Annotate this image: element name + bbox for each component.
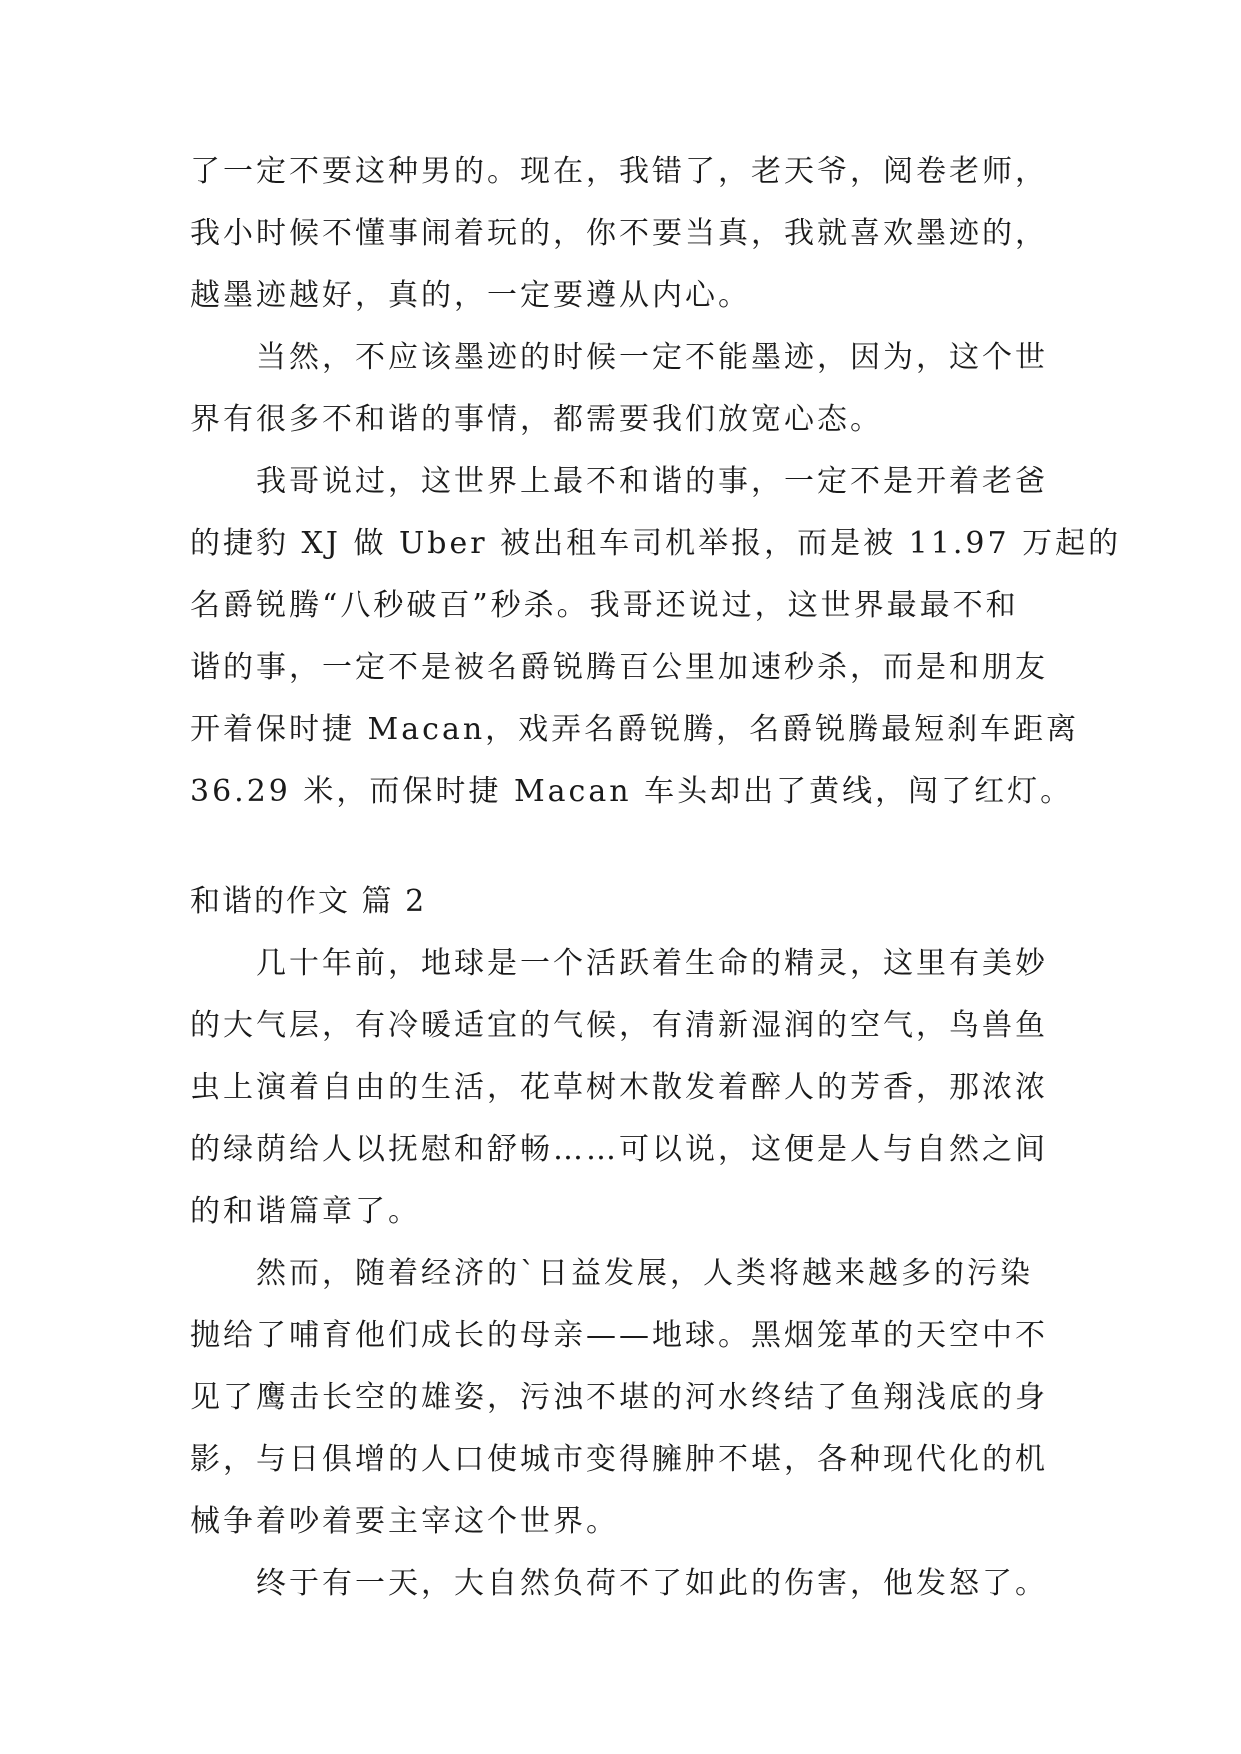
text-line: 的和谐篇章了。 [190, 1194, 421, 1229]
paragraph-first-line: 几十年前，地球是一个活跃着生命的精灵，这里有美妙 [256, 946, 1048, 981]
text-line: 的大气层，有冷暖适宜的气候，有清新湿润的空气，鸟兽鱼 [190, 1008, 1048, 1043]
text-line: 虫上演着自由的生活，花草树木散发着醉人的芳香，那浓浓 [190, 1070, 1048, 1105]
text-line: 的绿荫给人以抚慰和舒畅……可以说，这便是人与自然之间 [190, 1132, 1048, 1167]
text-line: 开着保时捷 Macan，戏弄名爵锐腾，名爵锐腾最短刹车距离 [190, 712, 1080, 747]
text-line: 见了鹰击长空的雄姿，污浊不堪的河水终结了鱼翔浅底的身 [190, 1380, 1048, 1415]
text-line: 了一定不要这种男的。现在，我错了，老天爷，阅卷老师， [190, 154, 1048, 189]
paragraph-first-line: 然而，随着经济的`日益发展，人类将越来越多的污染 [256, 1256, 1033, 1291]
paragraph-first-line: 当然，不应该墨迹的时候一定不能墨迹，因为，这个世 [256, 340, 1048, 375]
text-line: 界有很多不和谐的事情，都需要我们放宽心态。 [190, 402, 883, 437]
section-heading: 和谐的作文 篇 2 [190, 884, 427, 919]
text-line: 的捷豹 XJ 做 Uber 被出租车司机举报，而是被 11.97 万起的 [190, 526, 1122, 561]
text-line: 我小时候不懂事闹着玩的，你不要当真，我就喜欢墨迹的， [190, 216, 1048, 251]
text-line: 越墨迹越好，真的，一定要遵从内心。 [190, 278, 751, 313]
text-line: 影，与日俱增的人口使城市变得臃肿不堪，各种现代化的机 [190, 1442, 1048, 1477]
text-line: 名爵锐腾“八秒破百”秒杀。我哥还说过，这世界最最不和 [190, 588, 1019, 623]
text-line: 36.29 米，而保时捷 Macan 车头却出了黄线，闯了红灯。 [190, 774, 1074, 809]
text-line: 谐的事，一定不是被名爵锐腾百公里加速秒杀，而是和朋友 [190, 650, 1048, 685]
paragraph-first-line: 我哥说过，这世界上最不和谐的事，一定不是开着老爸 [256, 464, 1048, 499]
text-line: 抛给了哺育他们成长的母亲——地球。黑烟笼革的天空中不 [190, 1318, 1048, 1353]
paragraph-first-line: 终于有一天，大自然负荷不了如此的伤害，他发怒了。 [256, 1566, 1048, 1601]
text-line: 械争着吵着要主宰这个世界。 [190, 1504, 619, 1539]
